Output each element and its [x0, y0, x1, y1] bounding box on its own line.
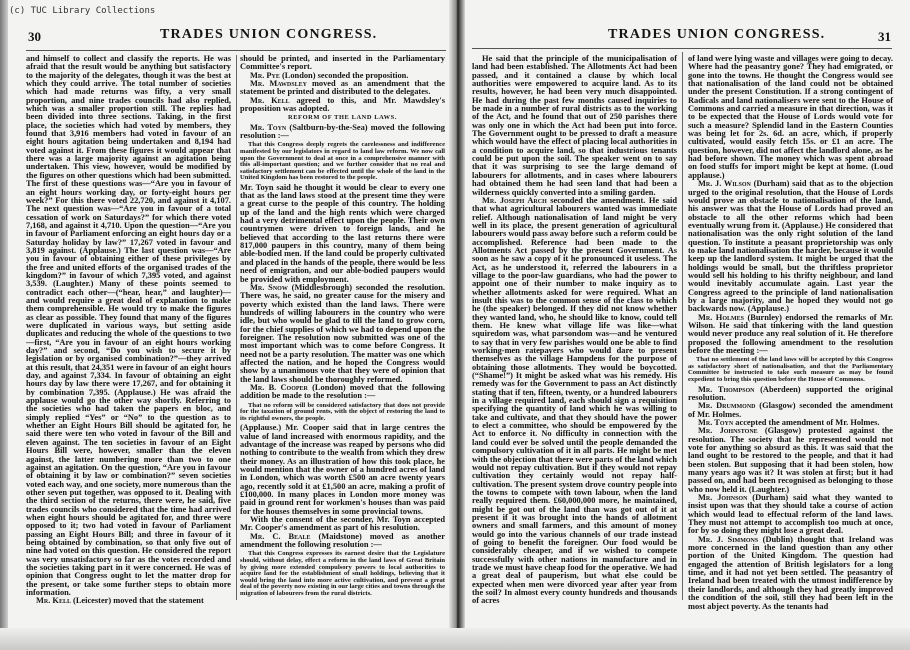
paragraph: [688, 402, 893, 419]
paragraph: [240, 80, 445, 97]
paragraph: [688, 386, 893, 403]
paragraph: [240, 533, 445, 550]
running-head: TRADES UNION CONGRESS.: [160, 27, 378, 42]
header-rule: [26, 50, 446, 51]
column-2: [240, 55, 445, 599]
paragraph-text: (Aberdeen) supported the original resolution.: [688, 384, 894, 402]
speaker-name: Mr. Pye: [250, 70, 280, 80]
paragraph-text: (Durham) said that as to the objection urged to the original resolution, that the House of Lords would prove an obstacle to nationalisation of the land, his answer was that the House of Lords had proved an obstacle to all the other reforms which had been eventually wrung from it. (Applause.) He considered that nationalisation was the only right solution of the land question. To institute a peasant proprietorship was only to make land nationalisation the harder, because it would keep up the landlord system. It might be urged that the holdings would be small, but the thriftless proprietor would sell his holding to his thrifty neighbour, and land would inevitably accumulate again. Last year the Congress agreed to the principle of land nationalisation by a large majority, and he hoped they would not go backwards now. (Applause.): [688, 179, 893, 314]
paragraph-text: agreed to this, and Mr. Mawdsley's proposition was adopted.: [240, 95, 445, 114]
running-head: TRADES UNION CONGRESS.: [608, 27, 826, 42]
paragraph-text: (Leicester) moved that the statement: [70, 596, 204, 606]
section-heading: REFORM OF THE LAND LAWS.: [287, 114, 398, 122]
paragraph-text: seconded the amendment. He said that what agricultural labourers wanted was immediate relief. Although nationalisation of land might be very well in its place, the present generation of agricultural labourers would pass away before such a reform could be accomplished. Reference had been made to the Allotments Act passed by the present Government. As soon as he saw a copy of it he pronounced it useless. The Act, as he understood it, referred the labourers in a village to the poor-law guardians, who had the power to appoint one of their number to make inquiry as to whether allotments asked for were required. What an insult this was to the common sense of the class to which he (the speaker) belonged. If they did not know whether they wanted land, who, he should like to know, could tell them. He knew what village life was like—what squiredom was, what parsondom was—and he ventured to say that in very few parishes would one be able to find working-men ratepayers who would dare to present themselves as the village Hampdens for the purpose of obtaining those allotments. They would be boycotted. (“Shame!”) It might be asked what was his remedy. His remedy was for the Government to pass an Act distinctly stating that if ten, fifteen, twenty, or a hundred labourers in a village required land, each should sign a requisition specifying the quantity of land which he was willing to take and cultivate, and that they should have the power to elect a committee, who should be empowered by the Act to enforce it. No difficulty in connection with the land could ever be solved until the people demanded the compulsory cultivation of it in all parts. He might be met with the objection that there were parts of the land which would not repay cultivation. But if they would not repay cultivation they certainly would not repay half-cultivation. The present system drove country people into the towns to compete with town labour, when the land really required them. £60,000,000 more, he maintained, might be got out of the land than was got out of it at present if it was brought into the hands of allotment owners and small farmers, and this amount of money would go into the various channels of our trade instead of going to benefit the foreigner. Our food would be considerably cheaper, and if we wished to compete successfully with other nations in manufacture and in trade we must have cheap food for the operative. We had a great deal of pauperism, but what else could be expected when men were divorced year after year from the soil? In almost every county hundreds and thousands of acres: [472, 195, 677, 606]
paragraph: [472, 197, 677, 606]
speaker-name: Mr. Thompson: [698, 384, 755, 394]
speaker-name: Mr. Holmes: [698, 312, 744, 322]
paragraph: [240, 97, 445, 114]
speaker-name: Mr. Snow: [250, 282, 288, 292]
column-divider: [682, 52, 683, 600]
paragraph: of land were lying waste and villages were going to decay. Where had the peasantry gone? They had emigrated, or gone into the towns. He thought the Congress would see that nationalisation of the land could not be obtained under the present Constitution. If a strong contingent of Radicals and land nationalisers were sent to the House of Commons and carried a measure in that direction, was it to be expected that the House of Lords would vote for such a measure? Splendid land in the Eastern Counties was being let for 2s. 6d. an acre, which, if properly cultivated, would easily fetch 15s. or £1 an acre. The question, however, did not affect the landlord alone, as he had before shown. The money which was spent abroad on food stuffs for import might be kept at home. (Loud applause.): [688, 54, 893, 180]
resolution-text: That no reform will be considered satisfactory that does not provide for the taxation of ground rents, with the object of restoring the land to its rightful owners, the people.: [240, 401, 445, 422]
column-4: [688, 55, 893, 611]
paragraph: [26, 597, 231, 605]
speaker-name: Mr. B. Cooper: [250, 382, 308, 392]
speaker-name: Mr. Joseph Arch: [482, 195, 547, 205]
paragraph: [688, 536, 893, 611]
column-divider: [236, 55, 237, 600]
speaker-name: Mr. Johnstone: [698, 426, 758, 436]
watermark: (c) TUC Library Collections: [9, 6, 156, 16]
header-rule: [472, 48, 892, 49]
paragraph-text: (Glasgow) protested against the resolution. The society that he represented would not vote for anything so absurd as this. It was said that the land ought to be restored to the people, and that it had been stolen. But supposing that it had been stolen, how many years ago was it? It was stolen at first; but it had passed on, and had been recognised as belonging to those who now held it. (Laughter.): [688, 426, 893, 494]
paragraph-text: (London) moved that the following addition be made to the resolution :—: [240, 382, 445, 401]
speaker-name: Mr. Kell: [250, 95, 290, 105]
book-gutter: [449, 0, 465, 650]
speaker-name: Mr. J. Simmons: [698, 534, 759, 544]
column-1: [26, 55, 231, 606]
paragraph-text: (Glasgow) seconded the amendment of Mr. Holmes.: [688, 401, 893, 419]
paragraph: should be printed, and inserted in the Parliamentary Committee's report.: [240, 54, 445, 72]
paragraph-text: moved as an amendment that the statement be printed and distributed to the delegates.: [240, 79, 445, 97]
paragraph: [240, 284, 445, 384]
speaker-name: Mr. Toyn: [250, 122, 287, 132]
paragraph: Mr. Toyn said he thought it would be clear to every one that as the land laws stood at the present time they were a great curse to the people of this country. The holding up of the land and the high rents which were charged had a very detrimental effect upon the people. Their own countrymen were driven to foreign lands, and he believed that according to the last returns there were 817,000 paupers in this country, many of them being able-bodied men. If the land could be properly cultivated and placed in the hands of the people, there would be less need of emigration, and our able-bodied paupers would be provided with employment.: [240, 182, 445, 284]
paragraph: [240, 124, 445, 141]
speaker-name: Mr. Mawdsley: [250, 79, 307, 89]
speaker-name: Mr. Drummond: [698, 401, 756, 411]
resolution-text: That this Congress deeply regrets the carelessness and indifference manifested by our legislators in regard to land law reform. We now call upon the Government to deal at once in a comprehensive manner with this all-important question; and we further consider that no real and satisfactory settlement can be effected until the whole of the land in the United Kingdom has been restored to the people.: [240, 141, 445, 182]
page-edge-shadow: [0, 0, 8, 650]
scan-bottom-shade: [0, 628, 910, 650]
paragraph-text: (Durham) said what they wanted to insist upon was that they should take a course of action which would lead to effectual reform of the land laws. They must not attempt to accomplish too much at once, for by so doing they might lose a great deal.: [688, 493, 893, 536]
paragraph-text: (London) seconded the proposition.: [279, 70, 409, 80]
paragraph-text: (Maidstone) moved as another amendment the following resolution :—: [240, 531, 445, 550]
paragraph: [688, 427, 893, 494]
resolution-text: That this Congress expresses its earnest desire that the Legislature should, without delay, effect a reform in the land laws of Great Britain by giving more extended compulsory powers to local authorities to acquire land for the establishment of small holdings, believing that it would bring the land into more active cultivation, and prevent a great deal of the poverty now existing in our large cities and towns through the migration of labourers from the rural districts.: [240, 550, 445, 597]
paragraph: He said that the principle of the municipalisation of land had been established. The Allotments Act had been passed, and it contained a clause by which local authorities were empowered to acquire land. As to its results, however, he had been very much disappointed. He had during the past few months caused inquiries to be made in a number of rural districts as to the working of the Act, and he found that out of 250 parishes there was only one in which the Act had been put into force. The Government ought to be pressed to draft a measure which would have the effect of placing local authorities in a condition to acquire land, so that industrious tenants could be put upon the soil. The speaker went on to say that it was surprising to see the large demand of labourers for allotments, and in cases where labourers had obtained them he had seen land that had been a wilderness quickly converted into a smiling garden.: [472, 54, 677, 197]
paragraph-text: (Burnley) endorsed the remarks of Mr. Wilson. He said that tinkering with the land question would never produce any real solution of it. He therefore proposed the following amendment to the resolution before the meeting :—: [688, 312, 893, 356]
paragraph: [688, 314, 893, 356]
speaker-name: Mr. Kell: [36, 596, 71, 606]
page-number: 31: [878, 29, 891, 44]
speaker-name: Mr. J. Wilson: [698, 179, 751, 189]
page-number: 30: [28, 29, 41, 44]
paragraph: and himself to collect and classify the reports. He was afraid that the result would be anything but satisfactory to the majority of the delegates, though it was the best at which they could arrive. The total number of societies which had made returns was fifty, a very small proportion, and nine trades councils had also replied, which was a smaller proportion still. The replies had been divided into three sections. Taking, in the first place, the societies which had voted by members, they found that 3,916 members had voted in favour of an eight hours agitation being undertaken and 8,194 had voted against it. From these figures it would appear that there was a large majority against an agitation being undertaken. This view, however, would be modified by the figures on other questions which had been submitted. The first of these questions was—“Are you in favour of an eight hours working day, or forty-eight hours per week?” For this there voted 22,720, and against it 4,107. The next question was—“Are you in favour of a total cessation of work on Saturdays?” for which there voted 7,168, and against it 4,710. Upon the question—“Are you in favour of Parliament enforcing an eight hours day or a Saturday holiday by law?” 17,267 voted in favour and 3,819 against. (Applause.) The last question was—“Are you in favour of obtaining either of these privileges by the free and united efforts of the organised trades of the kingdom?” in favour of which 7,395 voted, and against 3,539. (Laughter.) Many of these points seemed to contradict each other—(“hear, hear,” and laughter)—and would require a great deal of explanation to make them comprehensible. He would try to make the figures as clear as possible. They found that many of the figures were duplicated in various ways, but setting aside duplicates and reducing the whole of the questions to two—first, “Are you in favour of an eight hours working day?” and second, “Do you wish to secure it by legislation or by organised combination?”—they arrived at this result, that 24,351 were in favour of an eight hours day, and against 7,334. In favour of obtaining an eight hours day by law there were 17,267, and for obtaining it by combination 7,395. (Applause.) He was afraid the applause would go the other way shortly. Referring to the societies who had taken the papers en bloc, and simply replied “Yes” or “No” to the question as to whether an Eight Hours Bill should be agitated for, he said there were ten who voted in favour of the Bill and eleven against. The ten societies in favour of an Eight Hours Bill were, however, smaller than the eleven against, the latter numbering more than two to one against an agitation. On the question, “Are you in favour of obtaining it by law or combination?” seven societies voted each way, and one society, more numerous than the other seven put together, was opposed to it. Dealing with the third section of the returns, there were, he said, five trades councils who considered that the time had arrived when eight hours should be agitated for, and three were opposed to it; two had voted in favour of Parliament passing an Eight Hours Bill; and three in favour of it being obtained by combination, so that only five out of nine had voted on this question. He considered the report was very unsatisfactory so far as the votes recorded and the societies taking part in it were concerned. He was of opinion that Congress ought to let the matter drop for the present, or take some further steps to obtain more information.: [26, 54, 231, 597]
paragraph: [240, 384, 445, 401]
speaker-name: Mr. Toyn: [698, 417, 734, 427]
paragraph: With the consent of the seconder, Mr. Toyn accepted Mr. Cooper's amendment as part of his resolution.: [240, 515, 445, 533]
resolution-text: That no settlement of the land laws will be accepted by this Congress as satisfactory short of nationalisation, and that the Parliamentary Committee be instructed to take such measure as may be found expedient to bring this question before the House of Commons.: [688, 356, 893, 384]
speaker-name: Mr. C. Beale: [250, 531, 311, 541]
paragraph-text: (Dublin) thought that Ireland was more concerned in the land question than any other portion of the United Kingdom. The question had engaged the attention of British legislators for a long time, and it had not yet been settled. The peasantry of Ireland had been treated with the utmost indifference by their landlords, and although they had greatly improved the condition of the soil, still they had been left in the most abject poverty. As the tenants had: [688, 534, 893, 611]
column-3: [472, 55, 677, 606]
paragraph: (Applause.) Mr. Cooper said that in large centres the value of land increased with enormous rapidity, and the advantage of the increase was reaped by persons who did nothing to contribute to the wealth from which they drew their money. As an illustration of how this took place, he would mention that the owner of a hundred acres of land in London, which was worth £500 an acre twenty years ago, recently sold it at £1,500 an acre, making a profit of £100,000. In many places in London more money was paid in ground rent for workmen's houses than was paid for the houses themselves in some provincial towns.: [240, 423, 445, 516]
speaker-name: Mr. Johnson: [698, 493, 748, 503]
paragraph: [688, 180, 893, 314]
paragraph-text: accepted the amendment of Mr. Holmes.: [733, 417, 880, 427]
paragraph-text: (Middlesbrough) seconded the resolution. There was, he said, no greater cause for the misery and poverty which existed than the land laws. There were hundreds of willing labourers in the country who were idle, but who would be glad to till the land to grow corn, for the chief supplies of which we had to depend upon the foreigner. The resolution now submitted was one of the most important which was to come before Congress. It need not be a party resolution. The matter was one which affected the nation, and he hoped the Congress would show by a unanimous vote that they were of opinion that the land laws should be thoroughly reformed.: [240, 282, 445, 384]
paragraph-text: (Saltburn-by-the-Sea) moved the following resolution :—: [240, 122, 445, 141]
paragraph: [688, 494, 893, 536]
